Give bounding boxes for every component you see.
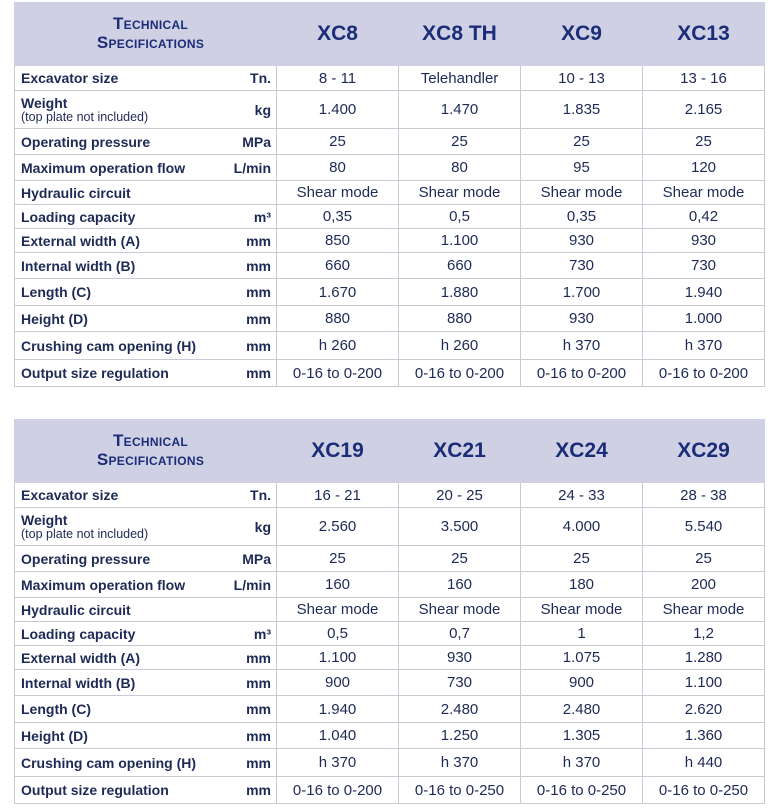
row-unit: mm (215, 646, 277, 670)
value-cell: 0-16 to 0-200 (521, 360, 643, 387)
row-unit: kg (215, 508, 277, 546)
value-cell: 930 (643, 229, 765, 253)
value-cell: 1.305 (521, 723, 643, 749)
table-row (15, 279, 765, 306)
row-label (15, 279, 215, 306)
value-cell: 880 (277, 306, 399, 332)
row-label-text: Excavator size (21, 70, 119, 86)
value-cell: Shear mode (399, 181, 521, 205)
value-cell: 1,2 (643, 622, 765, 646)
table-row (15, 332, 765, 360)
table-row (15, 91, 765, 129)
table-row (15, 66, 765, 91)
row-label (15, 749, 215, 777)
row-label (15, 622, 215, 646)
value-cell: 730 (399, 670, 521, 696)
row-unit (215, 598, 277, 622)
row-label (15, 332, 215, 360)
row-unit (215, 181, 277, 205)
value-cell: 8 - 11 (277, 66, 399, 91)
value-cell: 25 (399, 546, 521, 572)
value-cell: 0-16 to 0-200 (643, 360, 765, 387)
row-label-text: Length (C) (21, 284, 91, 300)
value-cell: 930 (399, 646, 521, 670)
table-row (15, 253, 765, 279)
row-label-text: Hydraulic circuit (21, 184, 131, 201)
value-cell: 1.075 (521, 646, 643, 670)
value-cell: 4.000 (521, 508, 643, 546)
value-cell: 160 (277, 572, 399, 598)
value-cell: Shear mode (643, 181, 765, 205)
row-label-text: Loading capacity (21, 208, 136, 225)
value-cell: 0-16 to 0-200 (277, 777, 399, 804)
row-label-text: Crushing cam opening (H) (21, 337, 196, 354)
title-rest-1: ECHNICAL (123, 18, 189, 32)
value-cell: Shear mode (521, 181, 643, 205)
value-cell: h 260 (399, 332, 521, 360)
value-cell: 1.250 (399, 723, 521, 749)
spec-table-1 (14, 2, 765, 387)
value-cell: 900 (277, 670, 399, 696)
row-unit: MPa (215, 546, 277, 572)
value-cell: 25 (521, 546, 643, 572)
value-cell: h 260 (277, 332, 399, 360)
value-cell: 0,35 (277, 205, 399, 229)
value-cell: Shear mode (643, 598, 765, 622)
value-cell: 0,5 (277, 622, 399, 646)
row-label-text: Maximum operation flow (21, 576, 186, 593)
value-cell: 1.940 (643, 279, 765, 306)
value-cell: 1.835 (521, 91, 643, 129)
header-row (15, 420, 765, 483)
table-row (15, 306, 765, 332)
table-row (15, 483, 765, 508)
value-cell: 25 (521, 129, 643, 155)
title-cap-1: T (112, 431, 124, 450)
value-cell: 80 (277, 155, 399, 181)
title-rest-1: ECHNICAL (123, 435, 189, 449)
value-cell: 0-16 to 0-250 (643, 777, 765, 804)
value-cell: 850 (277, 229, 399, 253)
value-cell: 1.000 (643, 306, 765, 332)
value-cell: Shear mode (277, 181, 399, 205)
row-label-text: Internal width (B) (21, 674, 136, 691)
model-name: XC9 (521, 3, 643, 66)
row-unit: mm (215, 723, 277, 749)
value-cell: 1.940 (277, 696, 399, 723)
table-row (15, 723, 765, 749)
value-cell: 0,7 (399, 622, 521, 646)
value-cell: 0-16 to 0-250 (399, 777, 521, 804)
value-cell: 1.470 (399, 91, 521, 129)
value-cell: Shear mode (521, 598, 643, 622)
row-unit: mm (215, 279, 277, 306)
row-unit: kg (215, 91, 277, 129)
row-unit: mm (215, 229, 277, 253)
row-label-text: Weight (21, 95, 68, 111)
value-cell: 25 (277, 129, 399, 155)
row-label-text: Excavator size (21, 487, 119, 503)
row-unit: mm (215, 360, 277, 387)
row-label (15, 205, 215, 229)
spec-table-2 (14, 419, 765, 804)
value-cell: h 370 (277, 749, 399, 777)
value-cell: 1.280 (643, 646, 765, 670)
table-title (15, 3, 277, 66)
value-cell: 200 (643, 572, 765, 598)
row-unit: mm (215, 777, 277, 804)
table-row (15, 777, 765, 804)
table-row (15, 129, 765, 155)
row-label-text: Height (D) (21, 310, 88, 327)
value-cell: 730 (521, 253, 643, 279)
value-cell: 930 (521, 229, 643, 253)
model-name: XC13 (643, 3, 765, 66)
value-cell: h 370 (643, 332, 765, 360)
row-unit: m³ (215, 622, 277, 646)
title-cap-1: T (112, 14, 124, 33)
value-cell: Shear mode (399, 598, 521, 622)
title-line-2 (25, 451, 276, 470)
value-cell: 0-16 to 0-200 (399, 360, 521, 387)
model-name: XC8 TH (399, 3, 521, 66)
table-row (15, 508, 765, 546)
row-label-text: External width (A) (21, 232, 141, 249)
value-cell: 1.670 (277, 279, 399, 306)
table-row (15, 646, 765, 670)
value-cell: Telehandler (399, 66, 521, 91)
row-label-note: (top plate not included) (21, 110, 149, 124)
value-cell: 95 (521, 155, 643, 181)
row-label (15, 306, 215, 332)
value-cell: 120 (643, 155, 765, 181)
row-label-text: Loading capacity (21, 625, 136, 642)
row-unit: mm (215, 670, 277, 696)
row-unit: mm (215, 696, 277, 723)
row-unit: MPa (215, 129, 277, 155)
title-text (25, 432, 276, 470)
row-label (15, 508, 215, 546)
title-rest-2: PECIFICATIONS (108, 37, 205, 51)
value-cell: 1.040 (277, 723, 399, 749)
title-line-2 (25, 34, 276, 53)
value-cell: 0,42 (643, 205, 765, 229)
value-cell: h 440 (643, 749, 765, 777)
value-cell: 930 (521, 306, 643, 332)
value-cell: 180 (521, 572, 643, 598)
value-cell: 3.500 (399, 508, 521, 546)
value-cell: Shear mode (277, 598, 399, 622)
value-cell: 1.100 (399, 229, 521, 253)
table-row (15, 360, 765, 387)
row-label (15, 229, 215, 253)
row-unit: mm (215, 332, 277, 360)
value-cell: 13 - 16 (643, 66, 765, 91)
value-cell: 25 (643, 546, 765, 572)
value-cell: 24 - 33 (521, 483, 643, 508)
value-cell: 80 (399, 155, 521, 181)
row-label (15, 670, 215, 696)
row-label-text: Output size regulation (21, 782, 169, 798)
row-label (15, 777, 215, 804)
row-label-text: Height (D) (21, 727, 88, 744)
row-label (15, 360, 215, 387)
row-unit: mm (215, 253, 277, 279)
value-cell: 660 (399, 253, 521, 279)
table-row (15, 749, 765, 777)
row-label-text: Crushing cam opening (H) (21, 754, 196, 771)
title-cap-2: S (96, 33, 109, 52)
value-cell: 25 (399, 129, 521, 155)
header-row (15, 3, 765, 66)
table-row (15, 546, 765, 572)
value-cell: 2.480 (521, 696, 643, 723)
value-cell: 1.100 (643, 670, 765, 696)
value-cell: h 370 (521, 749, 643, 777)
row-unit: mm (215, 306, 277, 332)
value-cell: 0-16 to 0-200 (277, 360, 399, 387)
row-label (15, 723, 215, 749)
value-cell: 0,35 (521, 205, 643, 229)
row-label-text: Weight (21, 512, 68, 528)
value-cell: 1.880 (399, 279, 521, 306)
value-cell: 900 (521, 670, 643, 696)
table-row (15, 622, 765, 646)
row-label-text: Operating pressure (21, 133, 151, 150)
value-cell: 2.620 (643, 696, 765, 723)
model-name: XC8 (277, 3, 399, 66)
value-cell: 25 (643, 129, 765, 155)
row-label (15, 598, 215, 622)
row-unit: Tn. (215, 66, 277, 91)
row-label-text: Maximum operation flow (21, 159, 186, 176)
value-cell: 660 (277, 253, 399, 279)
table-row (15, 670, 765, 696)
table-row (15, 696, 765, 723)
row-label (15, 546, 215, 572)
row-unit: m³ (215, 205, 277, 229)
value-cell: h 370 (521, 332, 643, 360)
model-name: XC21 (399, 420, 521, 483)
row-label (15, 696, 215, 723)
value-cell: 2.480 (399, 696, 521, 723)
table-row (15, 181, 765, 205)
title-line-1 (25, 15, 276, 34)
value-cell: 730 (643, 253, 765, 279)
row-label (15, 181, 215, 205)
model-name: XC24 (521, 420, 643, 483)
model-name: XC19 (277, 420, 399, 483)
value-cell: 0,5 (399, 205, 521, 229)
value-cell: 2.560 (277, 508, 399, 546)
title-cap-2: S (96, 450, 109, 469)
value-cell: 20 - 25 (399, 483, 521, 508)
row-label-text: External width (A) (21, 649, 141, 666)
row-label (15, 646, 215, 670)
row-label (15, 155, 215, 181)
value-cell: 10 - 13 (521, 66, 643, 91)
value-cell: 1.400 (277, 91, 399, 129)
row-label-note: (top plate not included) (21, 527, 149, 541)
title-rest-2: PECIFICATIONS (108, 454, 205, 468)
row-label-text: Output size regulation (21, 365, 169, 381)
row-label (15, 253, 215, 279)
value-cell: 1.700 (521, 279, 643, 306)
value-cell: 1 (521, 622, 643, 646)
value-cell: 16 - 21 (277, 483, 399, 508)
value-cell: 1.360 (643, 723, 765, 749)
title-text (25, 15, 276, 53)
row-label (15, 572, 215, 598)
table-row (15, 205, 765, 229)
model-name: XC29 (643, 420, 765, 483)
row-label (15, 129, 215, 155)
row-label-text: Internal width (B) (21, 257, 136, 274)
value-cell: 880 (399, 306, 521, 332)
value-cell: 28 - 38 (643, 483, 765, 508)
value-cell: 5.540 (643, 508, 765, 546)
row-unit: Tn. (215, 483, 277, 508)
title-line-1 (25, 432, 276, 451)
row-label-text: Length (C) (21, 701, 91, 717)
row-unit: L/min (215, 572, 277, 598)
value-cell: 0-16 to 0-250 (521, 777, 643, 804)
table-row (15, 572, 765, 598)
row-unit: mm (215, 749, 277, 777)
value-cell: h 370 (399, 749, 521, 777)
row-label (15, 91, 215, 129)
table-row (15, 229, 765, 253)
value-cell: 2.165 (643, 91, 765, 129)
table-row (15, 598, 765, 622)
row-unit: L/min (215, 155, 277, 181)
value-cell: 25 (277, 546, 399, 572)
row-label (15, 66, 215, 91)
row-label-text: Hydraulic circuit (21, 601, 131, 618)
value-cell: 160 (399, 572, 521, 598)
table-row (15, 155, 765, 181)
value-cell: 1.100 (277, 646, 399, 670)
table-title (15, 420, 277, 483)
row-label (15, 483, 215, 508)
row-label-text: Operating pressure (21, 550, 151, 567)
